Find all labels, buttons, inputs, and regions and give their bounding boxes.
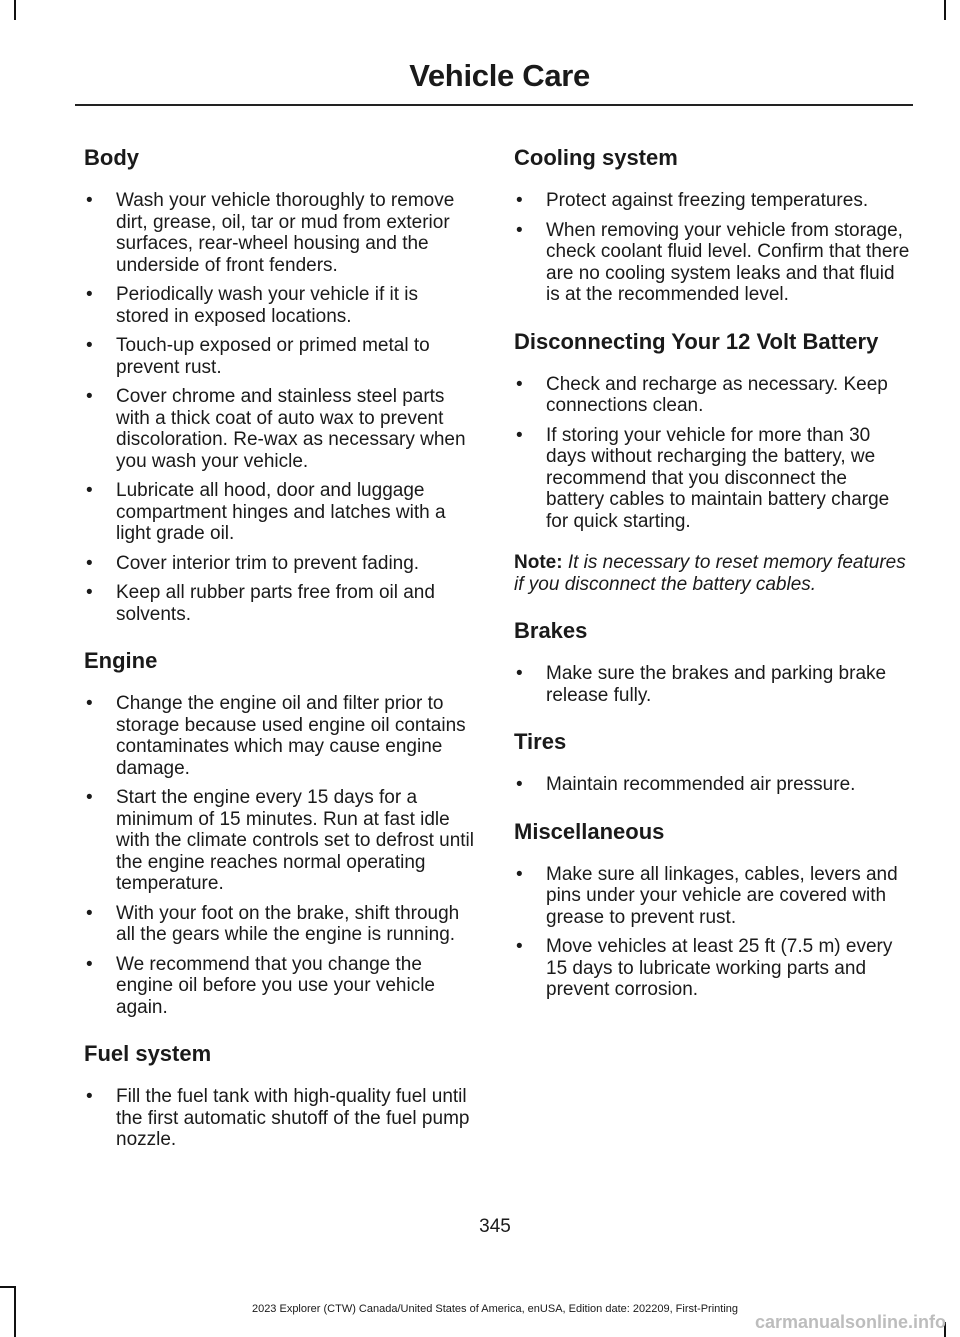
list-item-text: Change the engine oil and filter prior to storage because used engine oil contains contaminates which may cause engine damage. bbox=[116, 693, 466, 779]
list-item-text: Move vehicles at least 25 ft (7.5 m) every 15 days to lubricate working parts and prevent corrosion. bbox=[546, 936, 893, 1000]
list-item bbox=[84, 284, 476, 327]
crop-mark-top-left bbox=[14, 0, 16, 20]
list-item bbox=[514, 663, 910, 706]
list-item-text: Touch-up exposed or primed metal to prevent rust. bbox=[116, 335, 430, 378]
bullet-list-engine bbox=[84, 693, 476, 1018]
list-item bbox=[514, 220, 910, 306]
bullet-icon: • bbox=[86, 953, 93, 975]
note-text: It is necessary to reset memory features if you disconnect the battery cables. bbox=[514, 552, 906, 595]
footer-edition: 2023 Explorer (CTW) Canada/United States of America, enUSA, Edition date: 202209, First-Printing bbox=[251, 1303, 739, 1315]
bullet-list-fuel-system bbox=[84, 1086, 476, 1151]
section-heading-tires: Tires bbox=[514, 729, 567, 754]
list-item bbox=[514, 774, 910, 796]
list-item bbox=[514, 374, 910, 417]
list-item-text: Make sure the brakes and parking brake release fully. bbox=[546, 663, 887, 706]
list-item bbox=[84, 954, 476, 1019]
list-item bbox=[84, 903, 476, 946]
section-heading-fuel-system: Fuel system bbox=[84, 1041, 212, 1066]
bullet-icon: • bbox=[86, 284, 93, 305]
section-heading-body: Body bbox=[84, 145, 139, 170]
bullet-icon: • bbox=[516, 863, 523, 885]
page-title: Vehicle Care bbox=[409, 58, 590, 93]
list-item-text: Cover interior trim to prevent fading. bbox=[116, 552, 420, 574]
list-item-text: Make sure all linkages, cables, levers and pins under your vehicle are covered with grease to prevent rust. bbox=[546, 863, 898, 928]
bullet-icon: • bbox=[86, 902, 93, 924]
right-column bbox=[514, 142, 910, 1021]
bullet-list-brakes bbox=[514, 663, 910, 706]
bullet-icon: • bbox=[86, 693, 93, 714]
section-heading-disconnecting-your-12-volt-battery: Disconnecting Your 12 Volt Battery bbox=[514, 328, 879, 354]
bullet-list-miscellaneous bbox=[514, 864, 910, 1001]
bullet-icon: • bbox=[516, 663, 523, 684]
left-column bbox=[84, 142, 476, 1171]
bullet-icon: • bbox=[516, 190, 523, 211]
list-item bbox=[84, 553, 476, 575]
list-item-text: Maintain recommended air pressure. bbox=[546, 774, 856, 795]
watermark: carmanualsonline.info bbox=[754, 1312, 946, 1332]
list-item bbox=[84, 386, 476, 472]
list-item bbox=[514, 425, 910, 533]
bullet-icon: • bbox=[86, 787, 93, 808]
bullet-icon: • bbox=[86, 552, 93, 574]
list-item-text: Lubricate all hood, door and luggage compartment hinges and latches with a light grade oil. bbox=[116, 480, 446, 544]
list-item bbox=[84, 1086, 476, 1151]
bullet-icon: • bbox=[86, 480, 93, 501]
list-item-text: Keep all rubber parts free from oil and solvents. bbox=[116, 582, 435, 625]
list-item-text: With your foot on the brake, shift through all the gears while the engine is running. bbox=[116, 902, 460, 945]
bullet-icon: • bbox=[86, 1086, 93, 1107]
list-item-text: When removing your vehicle from storage, check coolant fluid level. Confirm that there are no cooling system leaks and that fluid is at the recommended level. bbox=[546, 219, 910, 305]
bullet-icon: • bbox=[86, 386, 93, 407]
note-label: Note: bbox=[514, 552, 563, 573]
list-item-text: Periodically wash your vehicle if it is stored in exposed locations. bbox=[116, 284, 419, 327]
list-item bbox=[514, 864, 910, 929]
section-heading-brakes: Brakes bbox=[514, 618, 588, 643]
list-item bbox=[84, 582, 476, 625]
list-item bbox=[514, 190, 910, 212]
list-item bbox=[514, 936, 910, 1001]
list-item bbox=[84, 480, 476, 545]
list-item bbox=[84, 787, 476, 895]
bullet-icon: • bbox=[516, 219, 523, 241]
list-item-text: If storing your vehicle for more than 30 days without recharging the battery, we recommend that you disconnect the battery cables to maintain battery charge for quick starting. bbox=[546, 424, 890, 532]
list-item-text: Cover chrome and stainless steel parts with a thick coat of auto wax to prevent discoloration. Re-wax as necessary when you wash your vehicle. bbox=[116, 386, 466, 472]
bullet-icon: • bbox=[516, 936, 523, 957]
crop-mark-bottom-left-corner bbox=[0, 1286, 16, 1288]
section-heading-cooling-system: Cooling system bbox=[514, 145, 678, 170]
bullet-list-cooling-system bbox=[514, 190, 910, 306]
list-item-text: Fill the fuel tank with high-quality fuel until the first automatic shutoff of the fuel pump nozzle. bbox=[116, 1086, 470, 1150]
bullet-list-disconnecting-your-12-volt-battery bbox=[514, 374, 910, 533]
list-item bbox=[84, 693, 476, 779]
bullet-icon: • bbox=[86, 335, 93, 356]
bullet-icon: • bbox=[516, 373, 523, 395]
list-item bbox=[84, 335, 476, 378]
bullet-list-tires bbox=[514, 774, 910, 796]
bullet-icon: • bbox=[86, 582, 93, 603]
bullet-list-body bbox=[84, 190, 476, 625]
list-item bbox=[84, 190, 476, 276]
note bbox=[514, 552, 910, 595]
list-item-text: Start the engine every 15 days for a minimum of 15 minutes. Run at fast idle with the climate controls set to defrost until the engine reaches normal operating temperature. bbox=[116, 787, 474, 894]
crop-mark-top-right bbox=[944, 0, 946, 20]
bullet-icon: • bbox=[86, 190, 93, 211]
page-number: 345 bbox=[479, 1216, 511, 1237]
header-rule bbox=[75, 104, 913, 106]
list-item-text: Check and recharge as necessary. Keep connections clean. bbox=[546, 373, 888, 416]
section-heading-engine: Engine bbox=[84, 648, 158, 673]
list-item-text: Protect against freezing temperatures. bbox=[546, 190, 869, 211]
list-item-text: Wash your vehicle thoroughly to remove dirt, grease, oil, tar or mud from exterior surfaces, rear-wheel housing and the underside of front fenders. bbox=[116, 190, 455, 276]
section-heading-miscellaneous: Miscellaneous bbox=[514, 818, 665, 844]
list-item-text: We recommend that you change the engine oil before you use your vehicle again. bbox=[116, 953, 435, 1018]
bullet-icon: • bbox=[516, 424, 523, 446]
bullet-icon: • bbox=[516, 774, 523, 795]
